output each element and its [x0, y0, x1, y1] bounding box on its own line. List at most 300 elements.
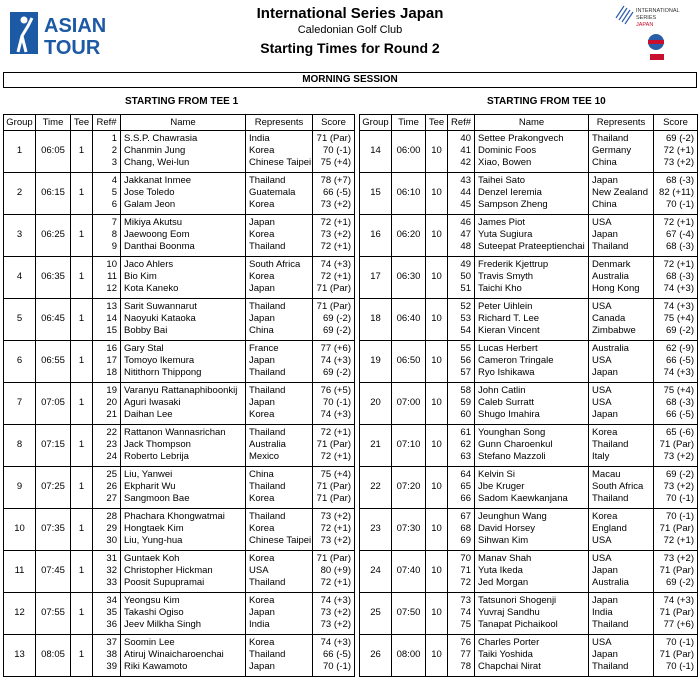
- ref-number: 18: [106, 367, 117, 378]
- player-country: USA: [592, 553, 612, 564]
- column-header: Name: [121, 115, 246, 131]
- player-name: Jbe Kruger: [478, 481, 525, 492]
- group-row: [360, 257, 698, 299]
- ref-number: 72: [460, 577, 471, 588]
- group-row: [360, 635, 698, 677]
- ref-number-cell: [93, 467, 121, 509]
- player-country: Guatemala: [249, 187, 296, 198]
- ref-number: 53: [460, 313, 471, 324]
- player-country-cell: [589, 467, 654, 509]
- player-name: Jed Morgan: [478, 577, 529, 588]
- group-row: [360, 551, 698, 593]
- tee-time: 07:05: [36, 383, 71, 425]
- group-row: [4, 383, 355, 425]
- session-heading: MORNING SESSION: [3, 72, 697, 88]
- ref-number: 30: [106, 535, 117, 546]
- ref-number: 12: [106, 283, 117, 294]
- player-country: Germany: [592, 145, 632, 156]
- player-name: Hongtaek Kim: [124, 523, 184, 534]
- tee-number: 10: [426, 173, 448, 215]
- ref-number: 20: [106, 397, 117, 408]
- player-score: 74 (+3): [663, 367, 694, 378]
- player-score: 66 (-5): [323, 649, 351, 660]
- player-score-cell: [313, 215, 355, 257]
- ref-number: 11: [107, 271, 117, 282]
- group-number: 25: [360, 593, 392, 635]
- player-country-cell: [246, 425, 313, 467]
- group-number: 10: [4, 509, 36, 551]
- player-name: Manav Shah: [478, 553, 532, 564]
- ref-number: 44: [460, 187, 471, 198]
- tee-number: 1: [71, 467, 93, 509]
- player-score: 72 (+1): [320, 523, 351, 534]
- player-country: Thailand: [249, 511, 286, 522]
- ref-number-cell: [93, 635, 121, 677]
- player-score: 70 (-1): [666, 199, 694, 210]
- player-name: Jaco Ahlers: [124, 259, 174, 270]
- player-name: Frederik Kjettrup: [478, 259, 549, 270]
- player-country: Thailand: [592, 439, 629, 450]
- player-country: Thailand: [249, 481, 286, 492]
- player-name: Atiruj Winaicharoenchai: [124, 649, 224, 660]
- player-country: China: [592, 199, 617, 210]
- ref-number: 75: [460, 619, 471, 630]
- ref-number: 77: [460, 649, 471, 660]
- ref-number: 66: [460, 493, 471, 504]
- player-country: USA: [249, 565, 269, 576]
- player-country: Thailand: [249, 385, 286, 396]
- player-score-cell: [313, 131, 355, 173]
- group-number: 17: [360, 257, 392, 299]
- player-name: Guntaek Koh: [124, 553, 180, 564]
- player-country: Korea: [249, 595, 275, 606]
- ref-number: 38: [106, 649, 117, 660]
- player-country-cell: [246, 173, 313, 215]
- player-name: Stefano Mazzoli: [478, 451, 546, 462]
- player-name-cell: [121, 299, 246, 341]
- ref-number: 42: [460, 157, 471, 168]
- player-country: Korea: [249, 637, 275, 648]
- player-country: USA: [592, 535, 612, 546]
- column-header: Group: [4, 115, 36, 131]
- player-country: France: [249, 343, 279, 354]
- tee-number: 10: [426, 635, 448, 677]
- player-score: 70 (-1): [666, 637, 694, 648]
- player-country: South Africa: [249, 259, 301, 270]
- player-country: Macau: [592, 469, 621, 480]
- group-row: [360, 593, 698, 635]
- table-body: [360, 131, 698, 677]
- group-number: 20: [360, 383, 392, 425]
- player-country: USA: [592, 397, 612, 408]
- player-country-cell: [589, 173, 654, 215]
- ref-number: 54: [460, 325, 471, 336]
- ref-number: 67: [460, 511, 471, 522]
- player-score: 71 (Par): [316, 133, 351, 144]
- tee-number: 10: [426, 467, 448, 509]
- tee-number: 1: [71, 551, 93, 593]
- player-name: Daihan Lee: [124, 409, 173, 420]
- player-score: 78 (+7): [320, 175, 351, 186]
- svg-text:SERIES: SERIES: [636, 15, 657, 21]
- ref-number: 52: [460, 301, 471, 312]
- player-country: Thailand: [249, 427, 286, 438]
- player-score: 69 (-2): [323, 325, 351, 336]
- player-country: Japan: [592, 649, 618, 660]
- ref-number: 25: [106, 469, 117, 480]
- player-score-cell: [654, 215, 698, 257]
- player-score: 73 (+2): [320, 619, 351, 630]
- tee-number: 1: [71, 131, 93, 173]
- player-country: Japan: [249, 313, 275, 324]
- ref-number: 13: [106, 301, 117, 312]
- ref-number: 27: [106, 493, 117, 504]
- svg-text:ASIAN: ASIAN: [44, 15, 107, 37]
- player-score: 74 (+3): [320, 409, 351, 420]
- player-score-cell: [654, 467, 698, 509]
- player-name: Sampson Zheng: [478, 199, 548, 210]
- group-row: [360, 467, 698, 509]
- player-country: Japan: [592, 367, 618, 378]
- player-score: 73 (+2): [320, 199, 351, 210]
- svg-text:TOUR: TOUR: [44, 37, 101, 58]
- ref-number: 3: [111, 157, 117, 168]
- ref-number: 6: [111, 199, 117, 210]
- player-score-cell: [654, 593, 698, 635]
- ref-number: 58: [460, 385, 471, 396]
- player-country: Japan: [592, 229, 618, 240]
- player-score: 71 (Par): [316, 553, 351, 564]
- player-country-cell: [589, 383, 654, 425]
- player-name-cell: [121, 593, 246, 635]
- tee-time: 07:30: [392, 509, 426, 551]
- player-name-cell: [121, 383, 246, 425]
- ref-number: 36: [106, 619, 117, 630]
- player-score: 75 (+4): [320, 157, 351, 168]
- ref-number: 14: [106, 313, 117, 324]
- column-header: Time: [36, 115, 71, 131]
- group-row: [4, 299, 355, 341]
- ref-number: 65: [460, 481, 471, 492]
- player-name: Taiki Yoshida: [478, 649, 533, 660]
- player-score: 74 (+3): [663, 283, 694, 294]
- ref-number: 22: [106, 427, 117, 438]
- ref-number-cell: [93, 593, 121, 635]
- ref-number: 26: [106, 481, 117, 492]
- ref-number-cell: [448, 635, 475, 677]
- ref-number: 32: [106, 565, 117, 576]
- player-name-cell: [475, 341, 589, 383]
- ref-number: 34: [106, 595, 117, 606]
- group-row: [4, 173, 355, 215]
- player-name: Bio Kim: [124, 271, 157, 282]
- player-name: Soomin Lee: [124, 637, 175, 648]
- player-score: 71 (Par): [316, 481, 351, 492]
- column-header: Group: [360, 115, 392, 131]
- player-country-cell: [589, 257, 654, 299]
- event-title: International Series Japan: [256, 5, 444, 22]
- group-number: 5: [4, 299, 36, 341]
- ref-number: 70: [460, 553, 471, 564]
- player-score: 74 (+3): [320, 259, 351, 270]
- tee-time: 07:10: [392, 425, 426, 467]
- player-country-cell: [246, 509, 313, 551]
- tee-time: 08:05: [36, 635, 71, 677]
- column-header: Score: [313, 115, 355, 131]
- player-name-cell: [475, 299, 589, 341]
- player-country-cell: [589, 509, 654, 551]
- player-name: Gary Stal: [124, 343, 164, 354]
- player-score-cell: [654, 173, 698, 215]
- tee-time: 07:25: [36, 467, 71, 509]
- tee-number: 1: [71, 173, 93, 215]
- player-score: 71 (Par): [316, 301, 351, 312]
- group-number: 4: [4, 257, 36, 299]
- ref-number: 51: [460, 283, 471, 294]
- ref-number: 40: [460, 133, 471, 144]
- ref-number-cell: [93, 509, 121, 551]
- ref-number: 2: [111, 145, 117, 156]
- player-country-cell: [246, 341, 313, 383]
- group-row: [4, 215, 355, 257]
- group-number: 16: [360, 215, 392, 257]
- player-score: 72 (+1): [320, 217, 351, 228]
- player-score: 75 (+4): [663, 385, 694, 396]
- group-number: 13: [4, 635, 36, 677]
- tee-time: 06:15: [36, 173, 71, 215]
- player-name-cell: [475, 383, 589, 425]
- group-row: [4, 593, 355, 635]
- ref-number-cell: [448, 509, 475, 551]
- tee-number: 10: [426, 425, 448, 467]
- player-name: Jose Toledo: [124, 187, 175, 198]
- tee-number: 10: [426, 383, 448, 425]
- group-number: 26: [360, 635, 392, 677]
- ref-number: 24: [106, 451, 117, 462]
- tee1-table: [3, 114, 355, 677]
- player-name: Taihei Sato: [478, 175, 526, 186]
- player-score: 77 (+6): [320, 343, 351, 354]
- group-row: [4, 131, 355, 173]
- player-score-cell: [313, 509, 355, 551]
- player-score: 71 (Par): [316, 493, 351, 504]
- player-name-cell: [475, 509, 589, 551]
- player-score: 74 (+3): [320, 637, 351, 648]
- tee-number: 10: [426, 215, 448, 257]
- group-row: [4, 635, 355, 677]
- tee-time: 07:50: [392, 593, 426, 635]
- player-name: Poosit Supupramai: [124, 577, 205, 588]
- player-score-cell: [654, 383, 698, 425]
- ref-number: 17: [106, 355, 117, 366]
- player-name: John Catlin: [478, 385, 526, 396]
- group-number: 12: [4, 593, 36, 635]
- player-name-cell: [121, 425, 246, 467]
- player-score: 71 (Par): [659, 649, 694, 660]
- tee-time: 07:40: [392, 551, 426, 593]
- player-name: Phachara Khongwatmai: [124, 511, 225, 522]
- ref-number-cell: [448, 173, 475, 215]
- table-header-row: [360, 115, 698, 131]
- ref-number-cell: [93, 383, 121, 425]
- ref-number: 76: [460, 637, 471, 648]
- player-country-cell: [589, 593, 654, 635]
- ref-number: 74: [460, 607, 471, 618]
- player-name: S.S.P. Chawrasia: [124, 133, 198, 144]
- player-country: Denmark: [592, 259, 631, 270]
- player-score: 80 (+9): [320, 565, 351, 576]
- group-number: 6: [4, 341, 36, 383]
- group-number: 22: [360, 467, 392, 509]
- player-score: 77 (+6): [663, 619, 694, 630]
- tee-time: 06:20: [392, 215, 426, 257]
- ref-number: 16: [106, 343, 117, 354]
- player-country: Korea: [249, 553, 275, 564]
- tee-number: 1: [71, 383, 93, 425]
- tee-number: 1: [71, 509, 93, 551]
- ref-number: 48: [460, 241, 471, 252]
- player-country: China: [592, 157, 617, 168]
- player-name: Travis Smyth: [478, 271, 534, 282]
- player-country-cell: [589, 341, 654, 383]
- player-score-cell: [654, 341, 698, 383]
- ref-number-cell: [448, 467, 475, 509]
- player-name: Naoyuki Kataoka: [124, 313, 196, 324]
- ref-number: 50: [460, 271, 471, 282]
- player-country-cell: [246, 131, 313, 173]
- player-score: 75 (+4): [663, 313, 694, 324]
- player-score-cell: [313, 635, 355, 677]
- player-country: Japan: [592, 409, 618, 420]
- player-score: 66 (-5): [323, 187, 351, 198]
- ref-number: 71: [460, 565, 471, 576]
- player-name: Chapchai Nirat: [478, 661, 541, 672]
- player-name-cell: [121, 551, 246, 593]
- ref-number: 35: [106, 607, 117, 618]
- player-score: 72 (+1): [320, 271, 351, 282]
- player-name: Xiao, Bowen: [478, 157, 532, 168]
- ref-number-cell: [448, 341, 475, 383]
- player-score: 73 (+2): [320, 535, 351, 546]
- player-name: Riki Kawamoto: [124, 661, 188, 672]
- player-score: 72 (+1): [663, 217, 694, 228]
- player-country: Japan: [592, 565, 618, 576]
- ref-number-cell: [93, 215, 121, 257]
- ref-number: 45: [460, 199, 471, 210]
- player-score: 70 (-1): [323, 145, 351, 156]
- player-name: Settee Prakongvech: [478, 133, 564, 144]
- player-country: Thailand: [249, 175, 286, 186]
- tee-time: 06:05: [36, 131, 71, 173]
- player-country-cell: [589, 635, 654, 677]
- column-header: Score: [654, 115, 698, 131]
- player-name: Yuta Sugiura: [478, 229, 533, 240]
- player-country-cell: [589, 131, 654, 173]
- tee-number: 1: [71, 425, 93, 467]
- tee-number: 1: [71, 257, 93, 299]
- player-country-cell: [589, 551, 654, 593]
- player-country-cell: [246, 299, 313, 341]
- tee-time: 06:55: [36, 341, 71, 383]
- player-score: 69 (-2): [666, 577, 694, 588]
- player-name-cell: [475, 467, 589, 509]
- group-number: 14: [360, 131, 392, 173]
- player-country: Australia: [592, 577, 629, 588]
- player-score: 73 (+2): [663, 157, 694, 168]
- ref-number-cell: [448, 215, 475, 257]
- group-row: [4, 509, 355, 551]
- player-country: Thailand: [249, 241, 286, 252]
- player-country: Korea: [249, 229, 275, 240]
- player-name: Ekpharit Wu: [124, 481, 176, 492]
- ref-number: 5: [111, 187, 117, 198]
- table-header-row: [4, 115, 355, 131]
- player-score: 71 (Par): [316, 439, 351, 450]
- ref-number: 15: [106, 325, 117, 336]
- ref-number: 55: [460, 343, 471, 354]
- player-name: Kelvin Si: [478, 469, 515, 480]
- ref-number: 56: [460, 355, 471, 366]
- player-name-cell: [475, 593, 589, 635]
- column-header: Tee: [426, 115, 448, 131]
- player-country: Korea: [249, 145, 275, 156]
- player-country: Thailand: [592, 133, 629, 144]
- tee-time: 07:45: [36, 551, 71, 593]
- round-title: Starting Times for Round 2: [260, 40, 440, 56]
- player-name: Christopher Hickman: [124, 565, 213, 576]
- ref-number-cell: [448, 551, 475, 593]
- tee-time: 07:55: [36, 593, 71, 635]
- player-name-cell: [475, 425, 589, 467]
- player-country: Italy: [592, 451, 610, 462]
- player-score: 66 (-5): [666, 355, 694, 366]
- player-country: India: [249, 133, 270, 144]
- player-score: 73 (+2): [320, 607, 351, 618]
- group-number: 1: [4, 131, 36, 173]
- ref-number: 10: [106, 259, 117, 270]
- player-name: Jaewoong Eom: [124, 229, 190, 240]
- ref-number: 7: [111, 217, 117, 228]
- player-country: Australia: [592, 271, 629, 282]
- player-score: 69 (-2): [666, 469, 694, 480]
- player-name: Danthai Boonma: [124, 241, 195, 252]
- tee-number: 10: [426, 593, 448, 635]
- player-name: Liu, Yanwei: [124, 469, 173, 480]
- player-score: 69 (-2): [323, 367, 351, 378]
- ref-number: 4: [111, 175, 117, 186]
- player-score: 73 (+2): [663, 481, 694, 492]
- player-country: England: [592, 523, 627, 534]
- player-name: Sangmoon Bae: [124, 493, 190, 504]
- tee-time: 06:35: [36, 257, 71, 299]
- player-name-cell: [121, 467, 246, 509]
- group-row: [4, 551, 355, 593]
- player-name: Yeongsu Kim: [124, 595, 180, 606]
- player-name: Tatsunori Shogenji: [478, 595, 557, 606]
- player-score: 73 (+2): [663, 451, 694, 462]
- player-name: David Horsey: [478, 523, 536, 534]
- player-name: Chanmin Jung: [124, 145, 186, 156]
- player-score: 72 (+1): [320, 577, 351, 588]
- player-score: 71 (Par): [316, 283, 351, 294]
- player-name: Sihwan Kim: [478, 535, 529, 546]
- player-country: Korea: [249, 493, 275, 504]
- ref-number: 59: [460, 397, 471, 408]
- player-score: 71 (Par): [659, 523, 694, 534]
- ref-number: 57: [460, 367, 471, 378]
- ref-number: 43: [460, 175, 471, 186]
- player-country-cell: [246, 593, 313, 635]
